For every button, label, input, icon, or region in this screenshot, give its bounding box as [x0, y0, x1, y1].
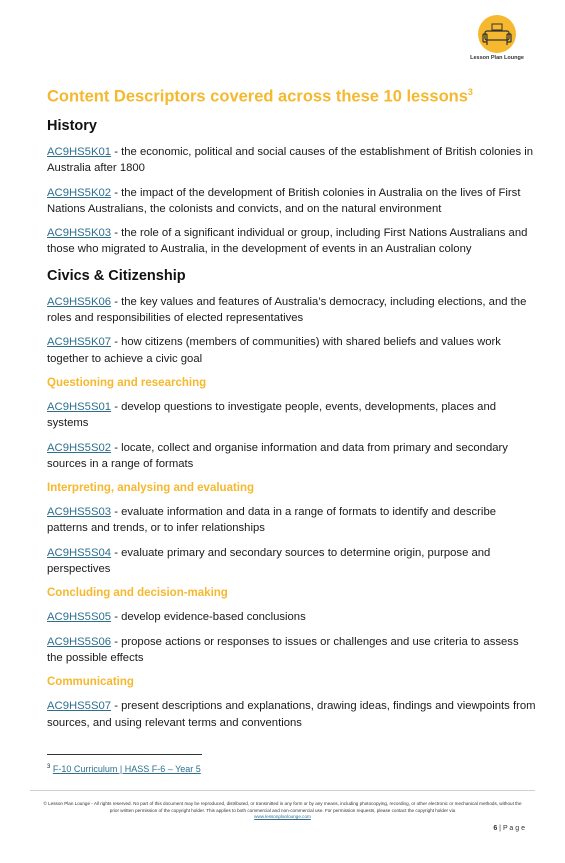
footer-divider — [30, 790, 535, 791]
descriptor-link[interactable]: AC9HS5K02 — [47, 186, 112, 199]
logo — [466, 14, 528, 70]
descriptor-link[interactable]: AC9HS5S02 — [47, 441, 112, 454]
descriptor-link[interactable]: AC9HS5S06 — [47, 635, 112, 648]
descriptor-item: AC9HS5K06 - the key values and features of Australia’s democracy, including elections, and the roles and responsibilities of elected representatives — [47, 295, 527, 325]
footnote-link[interactable]: F-10 Curriculum | HASS F-6 – Year 5 — [52, 764, 201, 774]
descriptor-link[interactable]: AC9HS5S07 — [47, 700, 112, 713]
copyright-notice: © Lesson Plan Lounge - All rights reserved. No part of this document may be reproduced, distributed, or transmitted in any form or by any means, including photocopying, recording, or other electronic or mechanical methods, without the prior written permission of the copyright holder. This applies to both commercial and non-commercial use. For permission requests, please contact the copyright holder via www.lessonplanlounge.com — [43, 801, 522, 819]
footnote-divider — [47, 754, 202, 755]
section-heading-history: History — [47, 118, 97, 134]
descriptor-item: AC9HS5K02 - the impact of the development of British colonies in Australia on the lives of First Nations Australians, the colonists and convicts, and on the natural environment — [47, 186, 521, 215]
descriptor-item: AC9HS5S01 - develop questions to investigate people, events, developments, places and systems — [47, 400, 497, 430]
descriptor-item: AC9HS5S07 - present descriptions and explanations, drawing ideas, findings and viewpoints from sources, and using relevant terms and conventions — [47, 700, 536, 729]
descriptor-link[interactable]: AC9HS5S04 — [47, 546, 112, 559]
descriptor-link[interactable]: AC9HS5S03 — [47, 506, 112, 519]
descriptor-item: AC9HS5K07 - how citizens (members of communities) with shared beliefs and values work together to achieve a civic goal — [47, 336, 501, 365]
website-link[interactable]: www.lessonplanlounge.com — [254, 814, 311, 819]
descriptor-item: AC9HS5K03 - the role of a significant individual or group, including First Nations Australians and those who migrated to Australia, in the development of events in an Australian colony — [47, 227, 528, 256]
footnote-number: 3 — [47, 764, 51, 770]
descriptor-link[interactable]: AC9HS5K01 — [47, 146, 112, 158]
descriptor-item: AC9HS5S02 - locate, collect and organise information and data from primary and secondary sources in a range of formats — [47, 441, 508, 470]
subheading-interpreting: Interpreting, analysing and evaluating — [47, 482, 255, 495]
footnote-ref: 3 — [467, 87, 473, 97]
page-number: 6 | P a g e — [493, 825, 525, 832]
descriptor-link[interactable]: AC9HS5S01 — [47, 400, 112, 413]
content — [47, 116, 537, 739]
descriptor-item: AC9HS5S06 - propose actions or responses to issues or challenges and use criteria to assess the possible effects — [47, 635, 519, 664]
descriptor-item: AC9HS5K01 - the economic, political and social causes of the establishment of British colonies in Australia after 1800 — [47, 146, 534, 175]
descriptor-link[interactable]: AC9HS5K06 — [47, 295, 112, 308]
couch-logo-icon — [475, 14, 519, 54]
subheading-questioning: Questioning and researching — [47, 376, 207, 389]
descriptor-item: AC9HS5S05 - develop evidence-based conclusions — [47, 611, 306, 624]
descriptor-item: AC9HS5S03 - evaluate information and data in a range of formats to identify and describe patterns and trends, or to infer relationships — [47, 506, 497, 535]
subheading-concluding: Concluding and decision-making — [47, 587, 228, 600]
descriptor-item: AC9HS5S04 - evaluate primary and secondary sources to determine origin, purpose and perspectives — [47, 546, 491, 576]
descriptor-link[interactable]: AC9HS5S05 — [47, 611, 112, 624]
footnote — [47, 764, 201, 774]
subheading-communicating: Communicating — [47, 676, 134, 689]
logo-text: Lesson Plan Lounge — [470, 55, 524, 61]
section-heading-civics: Civics & Citizenship — [47, 267, 186, 284]
descriptor-link[interactable]: AC9HS5K07 — [47, 336, 112, 349]
page-title: Content Descriptors covered across these 10 lessons$^3$ — [47, 87, 473, 106]
descriptor-link[interactable]: AC9HS5K03 — [47, 227, 112, 240]
